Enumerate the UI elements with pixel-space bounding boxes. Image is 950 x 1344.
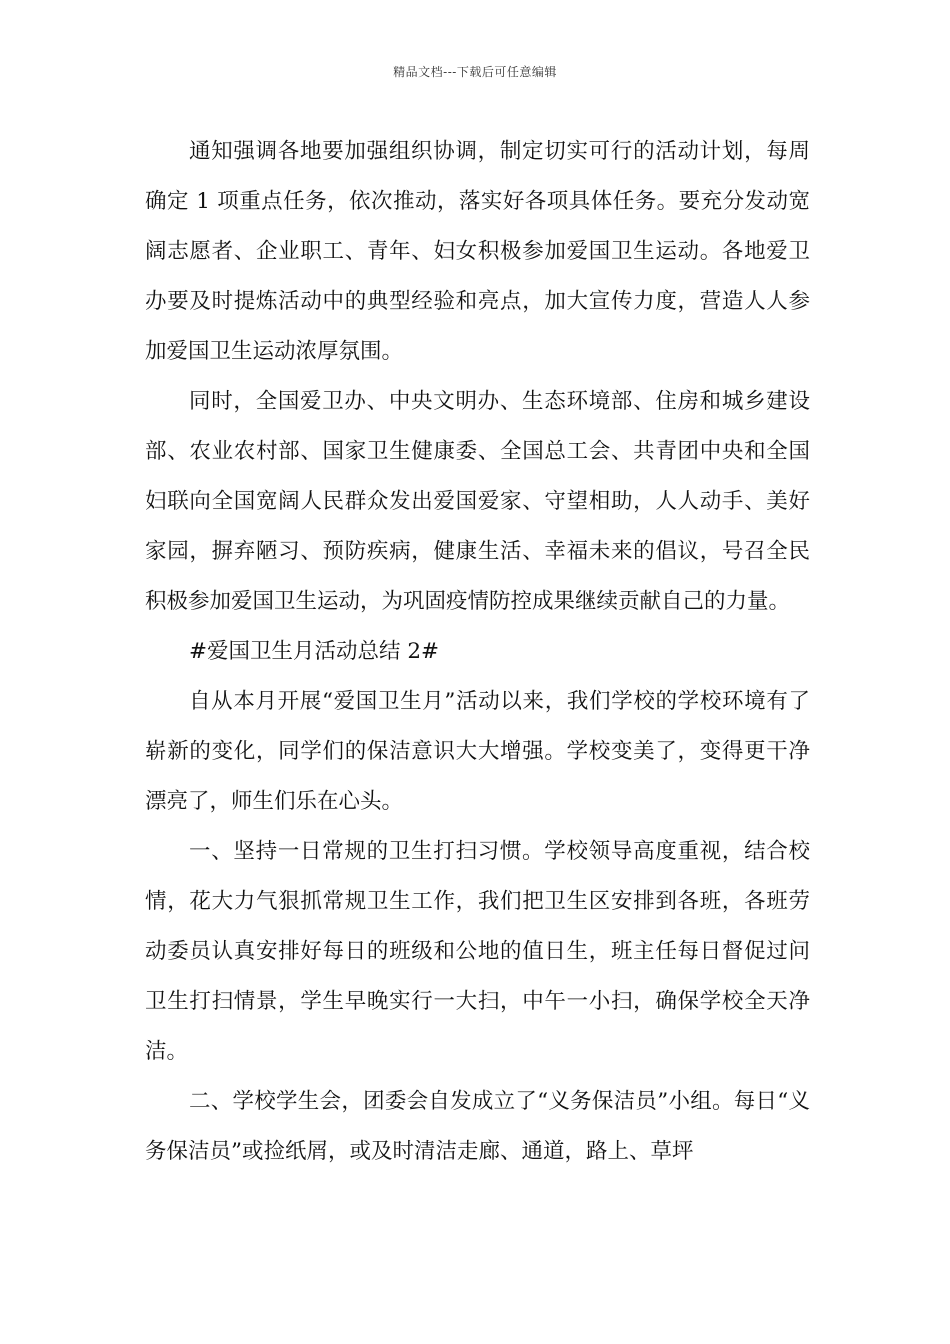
paragraph: 通知强调各地要加强组织协调，制定切实可行的活动计划，每周确定 1 项重点任务，依次推动，落实好各项具体任务。要充分发动宽阔志愿者、企业职工、青年、妇女积极参加爱国卫生运动。各地爱卫办要及时提炼活动中的典型经验和亮点，加大宣传力度，营造人人参加爱国卫生运动浓厚氛围。 bbox=[145, 139, 810, 364]
paragraph: 一、坚持一日常规的卫生打扫习惯。学校领导高度重视，结合校情，花大力气狠抓常规卫生工作，我们把卫生区安排到各班，各班劳动委员认真安排好每日的班级和公地的值日生，班主任每日督促过问卫生打扫情景，学生早晚实行一大扫，中午一小扫，确保学校全天净洁。 bbox=[145, 839, 810, 1064]
page-header-note: 精品文档---下载后可任意编辑 bbox=[393, 65, 557, 79]
paragraph: 自从本月开展“爱国卫生月”活动以来，我们学校的学校环境有了崭新的变化，同学们的保洁意识大大增强。学校变美了，变得更干净漂亮了，师生们乐在心头。 bbox=[145, 689, 810, 814]
section-heading: #爱国卫生月活动总结 2# bbox=[189, 639, 440, 664]
paragraph: 二、学校学生会，团委会自发成立了“义务保洁员”小组。每日“义务保洁员”或捡纸屑，或及时清洁走廊、通道，路上、草坪 bbox=[145, 1089, 810, 1164]
document-body bbox=[145, 127, 810, 1177]
paragraph: 同时，全国爱卫办、中央文明办、生态环境部、住房和城乡建设部、农业农村部、国家卫生健康委、全国总工会、共青团中央和全国妇联向全国宽阔人民群众发出爱国爱家、守望相助，人人动手、美好家园，摒弃陋习、预防疾病，健康生活、幸福未来的倡议，号召全民积极参加爱国卫生运动，为巩固疫情防控成果继续贡献自己的力量。 bbox=[145, 389, 810, 614]
